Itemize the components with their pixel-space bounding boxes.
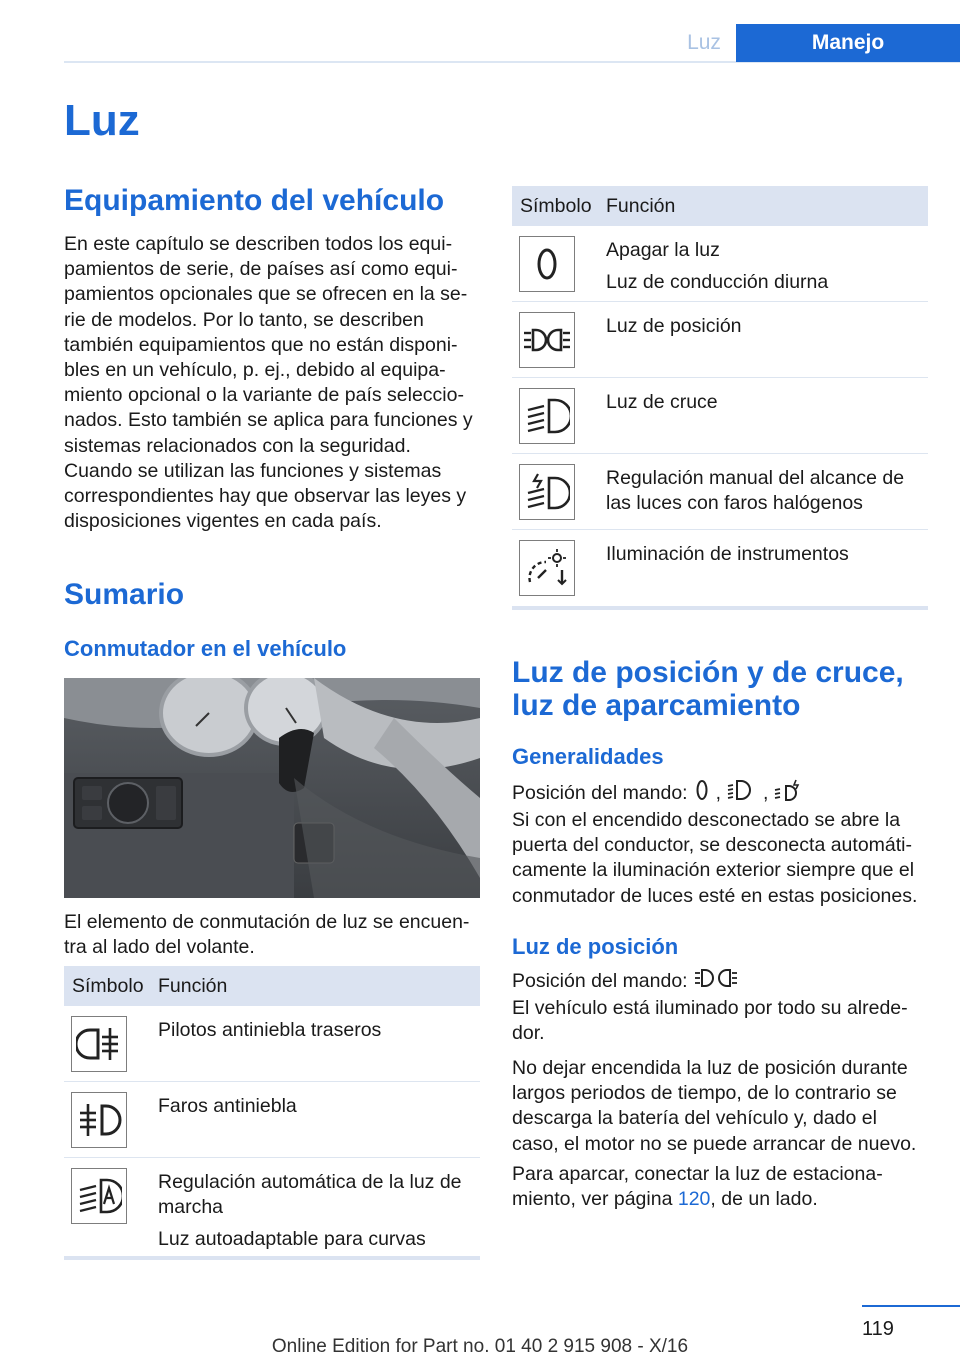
switch-position-line: Posición del mando: , , (512, 778, 932, 809)
equipment-heading: Equipamiento del vehículo (64, 184, 445, 217)
lights-off-icon (694, 778, 710, 809)
headlight-range-icon (519, 464, 575, 520)
low-beam-icon (519, 388, 575, 444)
switch-subheading: Conmutador en el vehículo (64, 636, 347, 661)
section-heading: Luz de posición y de cruce, luz de aparcamiento (512, 656, 904, 722)
table-row: Iluminación de instrumentos (512, 530, 928, 606)
lights-off-icon (519, 236, 575, 292)
parking-light-icon (774, 778, 804, 809)
table-end-rule (64, 1256, 480, 1260)
parking-light-paragraph-1: El vehículo está iluminado por todo su alrede‐ dor. (512, 997, 908, 1045)
parking-light-subheading: Luz de posición (512, 934, 679, 959)
parking-light-paragraph-2: No dejar encendida la luz de posición durante largos periodos de tiempo, de lo contrario se descarga la batería del vehículo y, dado el caso, el motor no se puede arrancar de nuevo. (512, 1057, 917, 1155)
edition-footer: Online Edition for Part no. 01 40 2 915 908 - X/16 (271, 1336, 689, 1357)
equipment-paragraph: En este capítulo se describen todos los equi‐ pamientos de serie, de países así como equi‐ pamientos opcionales que se ofrecen en la se‐ rie de modelos. Por lo tanto, se describen también equipamientos que no están disponi‐ bles en un vehículo, p. ej., debido al equipa‐ miento opcional o la variante de país seleccio‐ nados. Esto también se aplica para funciones y sistemas relacionados con la seguridad. Cuando se utilizan las funciones y sistemas correspondientes hay que observar las leyes y disposiciones vigentes en cada país. (64, 233, 473, 533)
page-title: Luz (64, 96, 140, 145)
function-column-header: Función (158, 974, 228, 997)
front-fog-light-icon (71, 1092, 127, 1148)
table-header (64, 966, 480, 1006)
table-row: Pilotos antiniebla traseros (64, 1006, 480, 1082)
parking-light-icon (727, 778, 757, 809)
header-section[interactable]: Luz (687, 31, 721, 54)
parking-light-icon (694, 966, 738, 997)
general-paragraph: Si con el encendido desconectado se abre la puerta del conductor, se desconecta automáti‐ camente la iluminación exterior siempre que el conmutador de luces esté en estas posiciones. (512, 809, 918, 907)
rear-fog-light-icon (71, 1016, 127, 1072)
table-row: Luz de cruce (512, 378, 928, 454)
page-reference-link[interactable]: 120 (677, 1188, 711, 1211)
table-row: Regulación manual del alcance de las luces con faros halógenos (512, 454, 928, 530)
parking-paragraph: Para aparcar, conectar la luz de estaciona‐ miento, ver página 120, de un lado. (512, 1163, 883, 1211)
symbol-column-header: Símbolo (520, 194, 592, 217)
light-switch-photo (64, 678, 480, 898)
table-row: Luz de posición (512, 302, 928, 378)
symbols-table-left (64, 966, 480, 1260)
general-subheading: Generalidades (512, 744, 664, 769)
table-row: Regulación automática de la luz de marcha Luz autoadaptable para curvas (64, 1158, 480, 1256)
auto-headlight-icon (71, 1168, 127, 1224)
header-chapter[interactable]: Manejo (736, 24, 960, 62)
page-number: 119 (862, 1318, 894, 1340)
table-end-rule (512, 606, 928, 610)
instrument-lighting-icon (519, 540, 575, 596)
table-row: Apagar la luz Luz de conducción diurna (512, 226, 928, 302)
function-column-header: Función (606, 194, 676, 217)
footer-rule (862, 1305, 960, 1307)
symbols-table-right (512, 186, 928, 610)
photo-caption: El elemento de conmutación de luz se encuen‐ tra al lado del volante. (64, 911, 470, 959)
symbol-column-header: Símbolo (72, 974, 144, 997)
summary-heading: Sumario (64, 578, 185, 611)
table-row: Faros antiniebla (64, 1082, 480, 1158)
table-header (512, 186, 928, 226)
switch-position-line: Posición del mando: (512, 966, 932, 997)
parking-light-icon (519, 312, 575, 368)
